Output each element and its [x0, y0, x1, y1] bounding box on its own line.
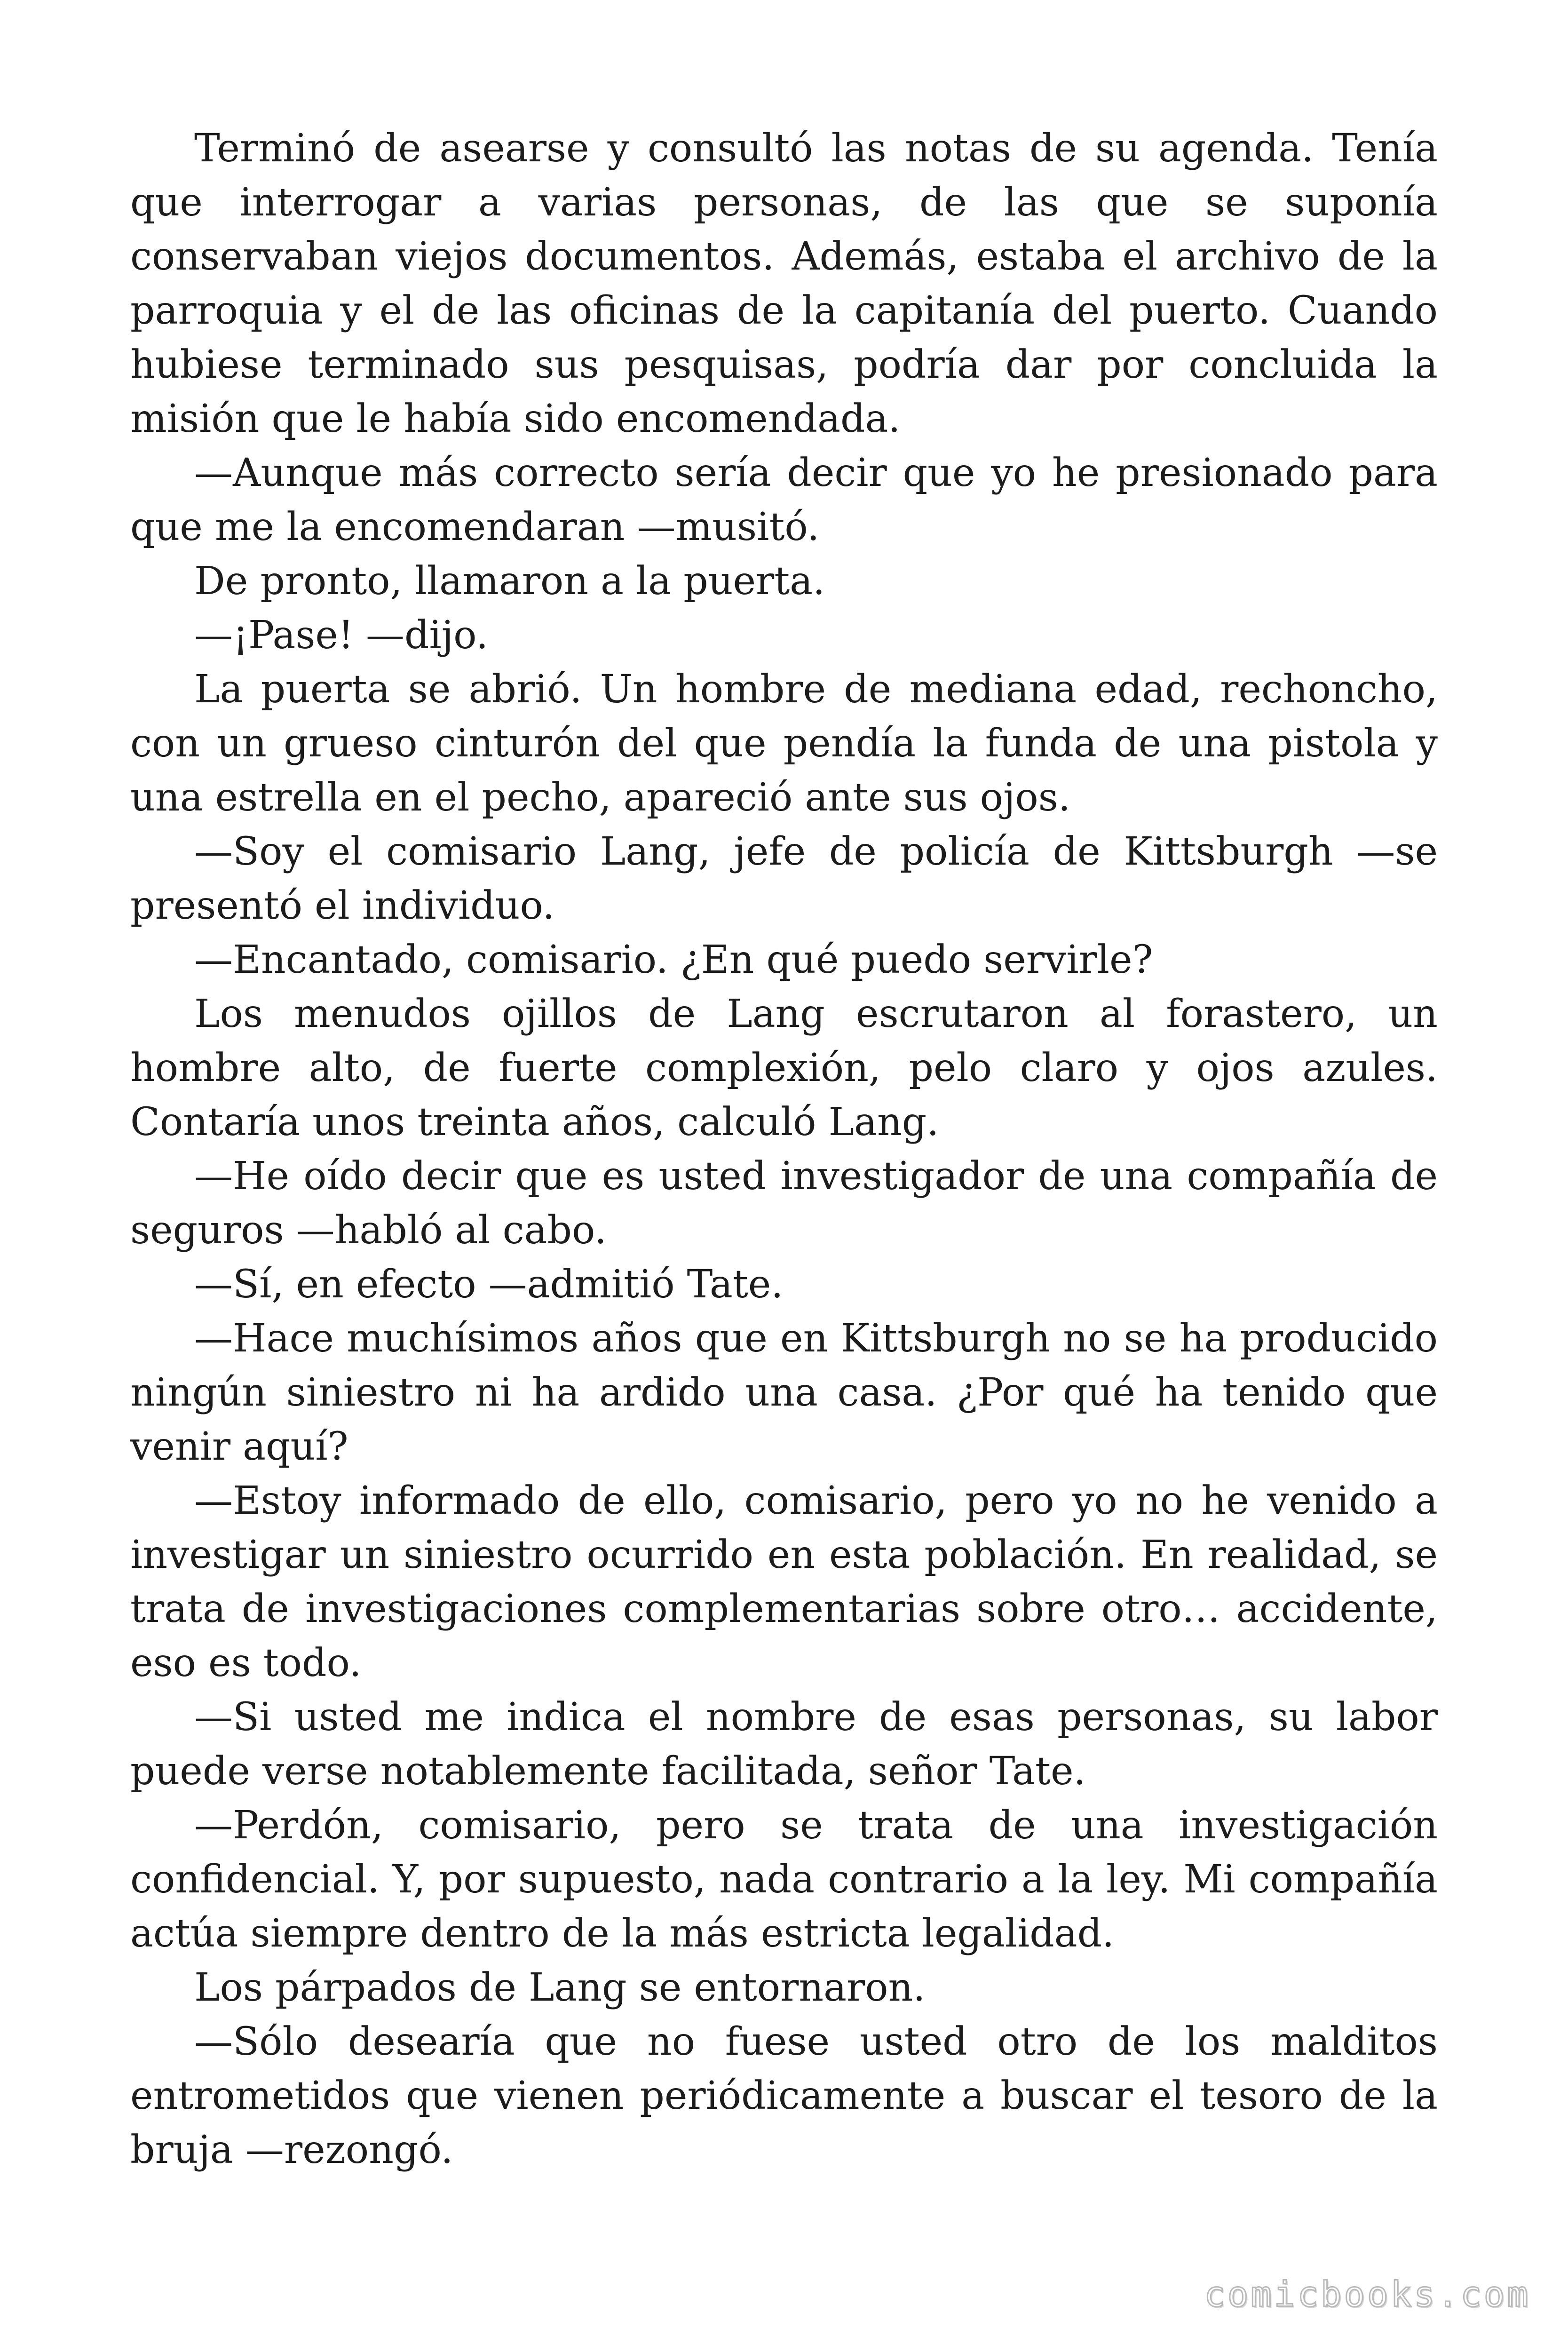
paragraph: Los párpados de Lang se entornaron. — [194, 1965, 926, 2010]
paragraph: —Aunque más correcto sería decir que yo he presionado para que me la encomendaran —musitó. — [130, 451, 1438, 549]
paragraph: Terminó de asearse y consultó las notas de su agenda. Tenía que interrogar a varias personas, de las que se suponía conservaban viejos documentos. Además, estaba el archivo de la parroquia y el de las oficinas de la capitanía del puerto. Cuando hubiese terminado sus pesquisas, podría dar por concluida la misión que le había sido encomendada. — [130, 126, 1438, 441]
paragraph: Los menudos ojillos de Lang escrutaron al forastero, un hombre alto, de fuerte complexión, pelo claro y ojos azules. Contaría unos treinta años, calculó Lang. — [130, 992, 1438, 1144]
paragraph: —Hace muchísimos años que en Kittsburgh no se ha producido ningún siniestro ni ha ardido una casa. ¿Por qué ha tenido que venir aquí? — [130, 1316, 1438, 1469]
paragraph: —Estoy informado de ello, comisario, pero yo no he venido a investigar un siniestro ocurrido en esta población. En realidad, se trata de investigaciones complementarias sobre otro… accidente, eso es todo. — [130, 1478, 1438, 1685]
site-watermark: comicbooks.com — [1204, 2274, 1530, 2315]
paragraph: —He oído decir que es usted investigador de una compañía de seguros —habló al cabo. — [130, 1154, 1438, 1253]
paragraph: —Soy el comisario Lang, jefe de policía de Kittsburgh —se presentó el individuo. — [130, 829, 1438, 928]
paragraph: De pronto, llamaron a la puerta. — [194, 559, 825, 604]
paragraph: —Perdón, comisario, pero se trata de una investigación confidencial. Y, por supuesto, nada contrario a la ley. Mi compañía actúa siempre dentro de la más estricta legalidad. — [130, 1803, 1438, 1956]
paragraph: —Sí, en efecto —admitió Tate. — [194, 1262, 784, 1307]
paragraph: —¡Pase! —dijo. — [194, 613, 489, 658]
paragraph: —Encantado, comisario. ¿En qué puedo servirle? — [194, 938, 1153, 982]
body-text — [130, 121, 1438, 2177]
paragraph: La puerta se abrió. Un hombre de mediana edad, rechoncho, con un grueso cinturón del que pendía la funda de una pistola y una estrella en el pecho, apareció ante sus ojos. — [130, 667, 1438, 820]
paragraph: —Sólo desearía que no fuese usted otro de los malditos entrometidos que vienen periódicamente a buscar el tesoro de la bruja —rezongó. — [130, 2019, 1438, 2172]
paragraph: —Si usted me indica el nombre de esas personas, su labor puede verse notablemente facilitada, señor Tate. — [130, 1695, 1438, 1794]
